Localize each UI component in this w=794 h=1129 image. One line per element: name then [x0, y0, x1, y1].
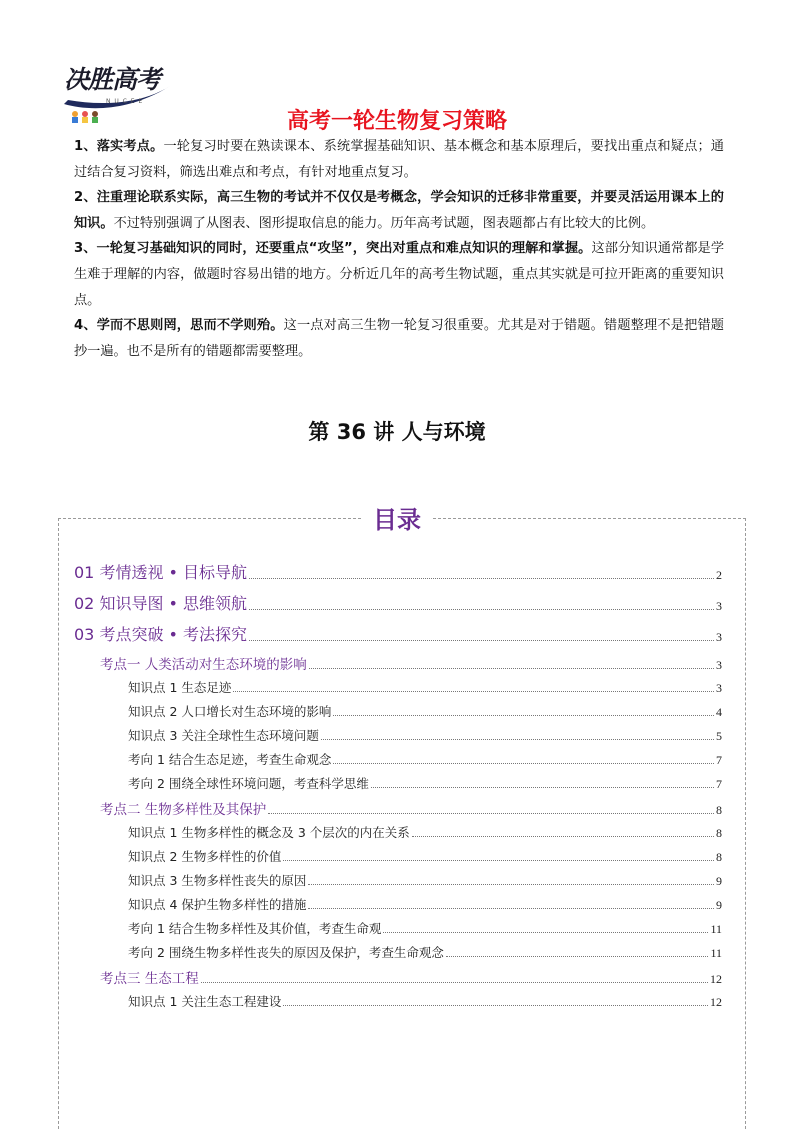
- toc-entry-label: 02 知识导图 • 思维领航: [74, 594, 248, 613]
- toc-leader: [333, 714, 714, 716]
- toc-entry[interactable]: [100, 653, 722, 673]
- toc-entry-label: 知识点 2 生物多样性的价值: [128, 849, 282, 864]
- intro-text: 不过特别强调了从图表、图形提取信息的能力。历年高考试题，图表题都占有比较大的比例。: [113, 215, 655, 231]
- toc-entry-page: 11: [710, 922, 722, 936]
- intro-paragraph: [74, 134, 724, 185]
- toc-entry-label: 知识点 3 生物多样性丧失的原因: [128, 873, 307, 888]
- toc-entry-label: 知识点 3 关注全球性生态环境问题: [128, 728, 319, 743]
- intro-text: 这部分知识通常都是学生难于理解的内容，做题时容易出错的地方。分析近几年的高考生物试题，重点其实就是可拉开距离的重要知识点。: [74, 241, 725, 308]
- toc-entry-page: 3: [716, 630, 722, 644]
- toc-entry-page: 5: [716, 729, 722, 743]
- toc-leader: [383, 931, 708, 933]
- toc-entry-page: 8: [716, 803, 722, 817]
- toc-entry-page: 2: [716, 568, 722, 582]
- toc-entry-label: 知识点 1 关注生态工程建设: [128, 994, 282, 1009]
- toc-leader: [321, 738, 714, 740]
- toc-entry[interactable]: [128, 992, 722, 1010]
- toc-entry-label: 考点三 生态工程: [100, 971, 199, 987]
- toc-entry-page: 7: [716, 753, 722, 767]
- intro-lead: 4、学而不思则罔，思而不学则殆。: [74, 318, 284, 334]
- toc-leader: [249, 577, 714, 579]
- lecture-title: 第 36 讲 人与环境: [308, 420, 486, 444]
- toc-leader: [371, 786, 714, 788]
- toc-entry[interactable]: [128, 871, 722, 889]
- toc-leader: [283, 1004, 708, 1006]
- intro-section: [74, 134, 724, 364]
- toc-entry[interactable]: [128, 847, 722, 865]
- toc-leader: [233, 690, 714, 692]
- toc-entry-page: 12: [710, 972, 722, 986]
- toc-entry[interactable]: [74, 560, 722, 583]
- toc-entry-page: 3: [716, 658, 722, 672]
- toc-entry[interactable]: [128, 919, 722, 937]
- toc-entry-label: 考点二 生物多样性及其保护: [100, 802, 267, 818]
- logo-tagline: N U C E E: [106, 98, 144, 105]
- toc-entry-label: 考点一 人类活动对生态环境的影响: [100, 657, 307, 673]
- intro-paragraph: [74, 236, 724, 313]
- toc-entry[interactable]: [128, 895, 722, 913]
- toc-leader: [446, 955, 709, 957]
- toc-entry[interactable]: [74, 622, 722, 645]
- toc-entry-label: 考向 2 围绕生物多样性丧失的原因及保护，考查生命观念: [128, 945, 444, 960]
- toc-entry[interactable]: [128, 943, 722, 961]
- toc-leader: [249, 639, 714, 641]
- toc-entry-page: 8: [716, 826, 722, 840]
- toc-entry[interactable]: [128, 823, 722, 841]
- toc-entry-page: 4: [716, 705, 722, 719]
- toc-leader: [283, 859, 714, 861]
- toc-leader: [333, 762, 714, 764]
- toc-entry-label: 知识点 1 生态足迹: [128, 680, 232, 695]
- logo-text: 决胜高考: [64, 65, 161, 94]
- toc-entry[interactable]: [128, 678, 722, 696]
- toc-leader: [308, 883, 714, 885]
- intro-lead: 2、注重理论联系实际，高三生物的考试并不仅仅是考概念，学会知识的迁移非常重要，并要灵活运用课本上的知识。: [74, 190, 724, 231]
- toc-leader: [412, 835, 714, 837]
- toc-entry-label: 01 考情透视 • 目标导航: [74, 563, 248, 582]
- toc-entry-page: 3: [716, 599, 722, 613]
- toc-entry[interactable]: [128, 726, 722, 744]
- toc-entry[interactable]: [74, 591, 722, 614]
- toc-entry[interactable]: [128, 774, 722, 792]
- toc-entry-page: 7: [716, 777, 722, 791]
- toc-entry[interactable]: [100, 967, 722, 987]
- toc-entry[interactable]: [128, 702, 722, 720]
- toc-leader: [309, 667, 714, 669]
- toc-leader: [201, 981, 708, 983]
- toc-entry-label: 知识点 4 保护生物多样性的措施: [128, 897, 307, 912]
- toc-entry[interactable]: [100, 798, 722, 818]
- toc-entry[interactable]: [128, 750, 722, 768]
- toc-leader: [268, 812, 714, 814]
- toc-entry-page: 9: [716, 874, 722, 888]
- intro-text: 这一点对高三生物一轮复习很重要。尤其是对于错题。错题整理不是把错题抄一遍。也不是所有的错题都需要整理。: [74, 318, 724, 359]
- intro-paragraph: [74, 185, 724, 236]
- toc-entry-label: 考向 2 围绕全球性环境问题，考查科学思维: [128, 776, 369, 791]
- toc-entry-label: 考向 1 结合生物多样性及其价值，考查生命观: [128, 921, 382, 936]
- toc-heading-text: 目录: [363, 506, 431, 534]
- toc-heading: [0, 500, 794, 535]
- intro-lead: 3、一轮复习基础知识的同时，还要重点“攻坚”，突出对重点和难点知识的理解和掌握。: [74, 241, 592, 257]
- intro-lead: 1、落实考点。: [74, 139, 164, 154]
- toc-entry-page: 11: [710, 946, 722, 960]
- toc-entry-page: 3: [716, 681, 722, 695]
- toc-entry-page: 12: [710, 995, 722, 1009]
- toc-entry-label: 考向 1 结合生态足迹，考查生命观念: [128, 752, 332, 767]
- toc-entry-label: 知识点 1 生物多样性的概念及 3 个层次的内在关系: [128, 825, 410, 840]
- page-title: 高考一轮生物复习策略: [286, 109, 507, 134]
- intro-text: 一轮复习时要在熟读课本、系统掌握基础知识、基本概念和基本原理后，要找出重点和疑点；通过结合复习资料，筛选出难点和考点，有针对地重点复习。: [74, 139, 724, 180]
- toc-entry-label: 03 考点突破 • 考法探究: [74, 625, 248, 644]
- toc-entry-page: 9: [716, 898, 722, 912]
- toc-entry-page: 8: [716, 850, 722, 864]
- toc-leader: [249, 608, 714, 610]
- toc-entry-label: 知识点 2 人口增长对生态环境的影响: [128, 704, 332, 719]
- toc-leader: [308, 907, 714, 909]
- intro-paragraph: [74, 313, 724, 364]
